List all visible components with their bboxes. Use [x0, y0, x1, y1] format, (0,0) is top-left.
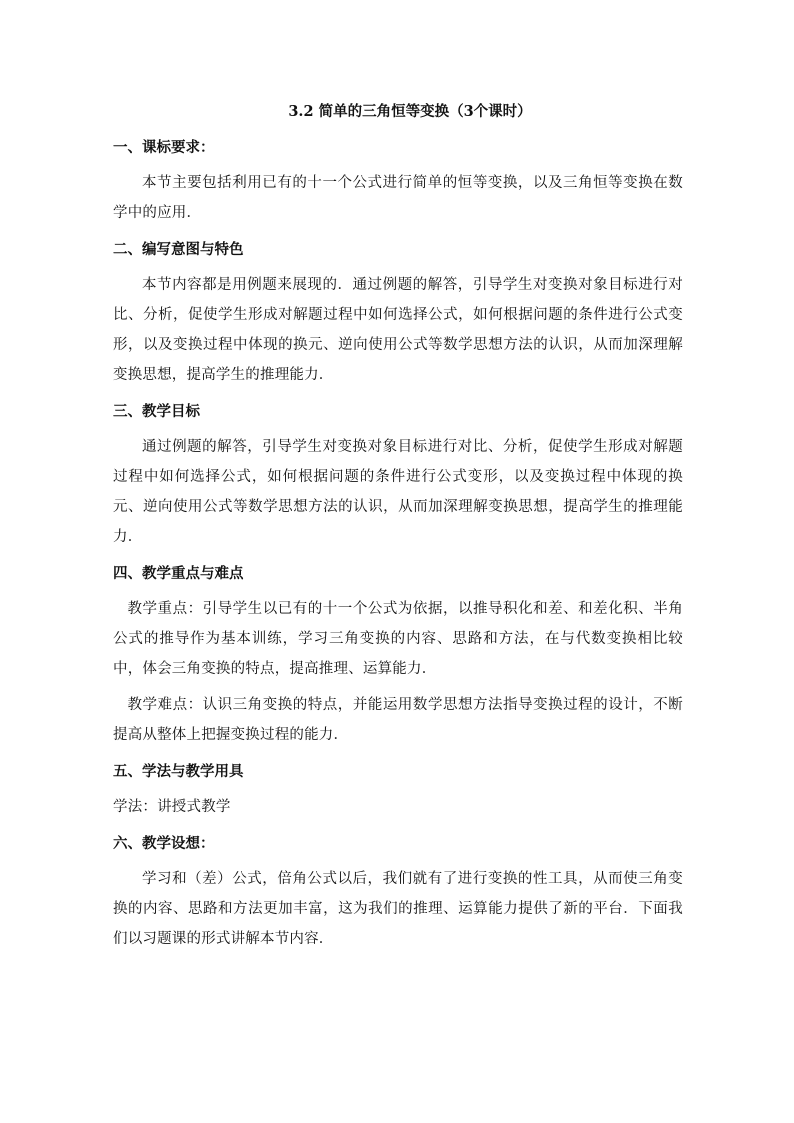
document-title: 3.2 简单的三角恒等变换（3个课时）: [288, 103, 532, 120]
section-curriculum-requirements: [113, 134, 683, 228]
key-points-paragraph: 教学重点：引导学生以已有的十一个公式为依据，以推导积化和差、和差化积、半角公式的推导作为基本训练，学习三角变换的内容、思路和方法，在与代数变换相比较中，体会三角变换的特点，提高推理、运算能力．: [113, 601, 683, 677]
section-heading: 一、课标要求：: [113, 139, 215, 156]
section-paragraph: 本节主要包括利用已有的十一个公式进行简单的恒等变换，以及三角恒等变换在数学中的应用．: [113, 175, 683, 221]
section-paragraph: 学法：讲授式教学: [113, 799, 231, 815]
section-heading: 五、学法与教学用具: [113, 763, 244, 780]
section-heading: 三、教学目标: [113, 403, 200, 420]
section-paragraph: 学习和（差）公式，倍角公式以后，我们就有了进行变换的性工具，从而使三角变换的内容、思路和方法更加丰富，这为我们的推理、运算能力提供了新的平台．下面我们以习题课的形式讲解本节内容．: [113, 871, 683, 947]
section-methods-tools: [113, 758, 683, 822]
section-heading: 四、教学重点与难点: [113, 565, 244, 582]
section-teaching-plan: [113, 830, 683, 954]
section-heading: 六、教学设想：: [113, 835, 215, 852]
section-heading: 二、编写意图与特色: [113, 241, 244, 258]
section-key-points-difficulties: [113, 560, 683, 750]
difficulties-paragraph: 教学难点：认识三角变换的特点，并能运用数学思想方法指导变换过程的设计，不断提高从整体上把握变换过程的能力．: [113, 697, 683, 743]
section-design-intent: [113, 236, 683, 390]
section-teaching-goals: [113, 398, 683, 552]
section-paragraph: 通过例题的解答，引导学生对变换对象目标进行对比、分析，促使学生形成对解题过程中如何选择公式，如何根据问题的条件进行公式变形，以及变换过程中体现的换元、逆向使用公式等数学思想方法的认识，从而加深理解变换思想，提高学生的推理能力．: [113, 439, 683, 545]
section-paragraph: 本节内容都是用例题来展现的．通过例题的解答，引导学生对变换对象目标进行对比、分析，促使学生形成对解题过程中如何选择公式，如何根据问题的条件进行公式变形，以及变换过程中体现的换元、逆向使用公式等数学思想方法的认识，从而加深理解变换思想，提高学生的推理能力．: [113, 277, 683, 383]
document-content: [113, 98, 683, 954]
